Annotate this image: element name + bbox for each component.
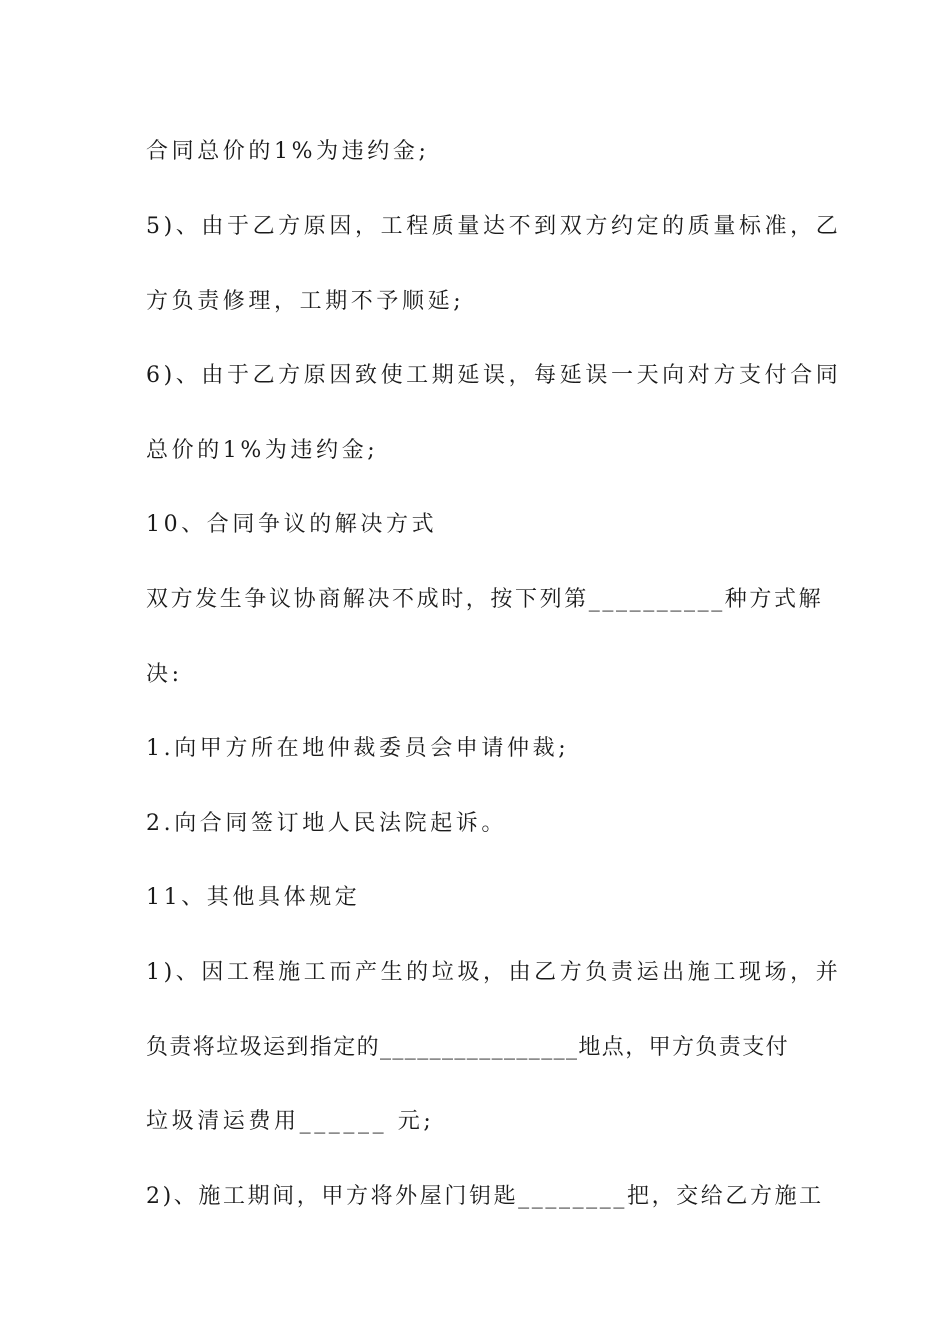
text-line: 双方发生争议协商解决不成时，按下列第__________种方式解 <box>146 587 824 612</box>
text-line: 总价的1%为违约金; <box>146 438 379 463</box>
text-line: 负责将垃圾运到指定的________________地点，甲方负责支付 <box>146 1035 790 1060</box>
text-line: 决: <box>146 662 183 687</box>
section-heading: 10、合同争议的解决方式 <box>146 512 438 537</box>
text-line: 5)、由于乙方原因，工程质量达不到双方约定的质量标准，乙 <box>146 214 842 239</box>
text-line: 1)、因工程施工而产生的垃圾，由乙方负责运出施工现场，并 <box>146 960 842 985</box>
list-item: 1.向甲方所在地仲裁委员会申请仲裁; <box>146 736 570 761</box>
text-line: 2)、施工期间，甲方将外屋门钥匙________把，交给乙方施工 <box>146 1184 824 1209</box>
text-line: 垃圾清运费用______ 元; <box>146 1109 435 1134</box>
section-heading: 11、其他具体规定 <box>146 885 361 910</box>
list-item: 2.向合同签订地人民法院起诉。 <box>146 811 507 836</box>
text-line: 方负责修理，工期不予顺延; <box>146 289 465 314</box>
text-line: 6)、由于乙方原因致使工期延误，每延误一天向对方支付合同 <box>146 363 842 388</box>
text-line: 合同总价的1%为违约金; <box>146 139 430 164</box>
